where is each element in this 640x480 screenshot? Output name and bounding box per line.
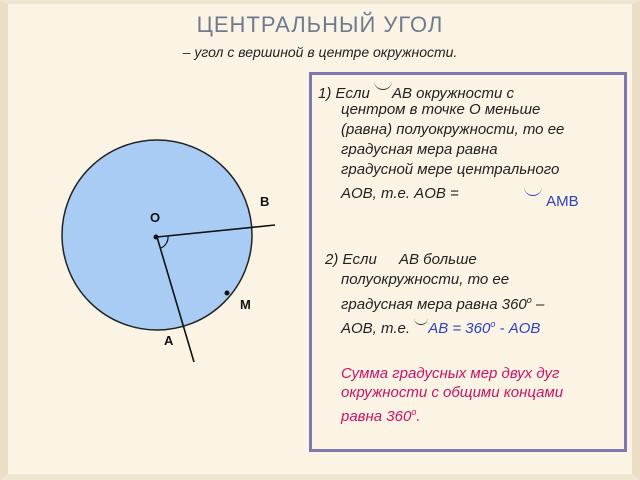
rule1-amb: АМВ (524, 186, 579, 212)
arc-icon (374, 80, 392, 90)
angle-formula: AOB, т.е. AOB = (341, 185, 459, 202)
slide-title: ЦЕНТРАЛЬНЫЙ УГОЛ (196, 12, 444, 37)
label-o: О (150, 210, 161, 225)
arc-icon (524, 186, 542, 196)
point-m (225, 291, 230, 296)
rule2-line3: градусная мера равна $360^о$ – (341, 295, 545, 313)
label-a: А (164, 333, 174, 348)
rule2-line1: 2) Если АВ больше (325, 251, 477, 268)
rule2-line2: полуокружности, то ее (341, 271, 510, 288)
rule1-line3: (равна) полуокружности, то ее (341, 121, 565, 138)
rule1-line6 (341, 184, 459, 204)
rule1-line2: центром в точке О меньше (341, 101, 541, 118)
rule2-formula: АВ = $360^о$ - AOB (428, 319, 541, 337)
rule2-line4: AOB, т.е. АВ = $360^о$ - AOB (341, 314, 540, 339)
summary-line2: окружности с общими концами (341, 384, 564, 401)
rule1-line1: 1) Если АВ окружности с (318, 80, 514, 104)
rule1-line4: градусная мера равна (341, 141, 498, 158)
label-b: В (260, 194, 270, 209)
rule1-line5: градусной мере центрального (341, 161, 560, 178)
summary-line1: Сумма градусных мер двух дуг (341, 365, 560, 382)
arc-icon (414, 315, 428, 325)
center-point (154, 235, 159, 240)
summary-line3: равна $360^о$. (341, 407, 421, 425)
slide-subtitle: – угол с вершиной в центре окружности. (182, 44, 458, 60)
label-m: М (240, 297, 251, 312)
